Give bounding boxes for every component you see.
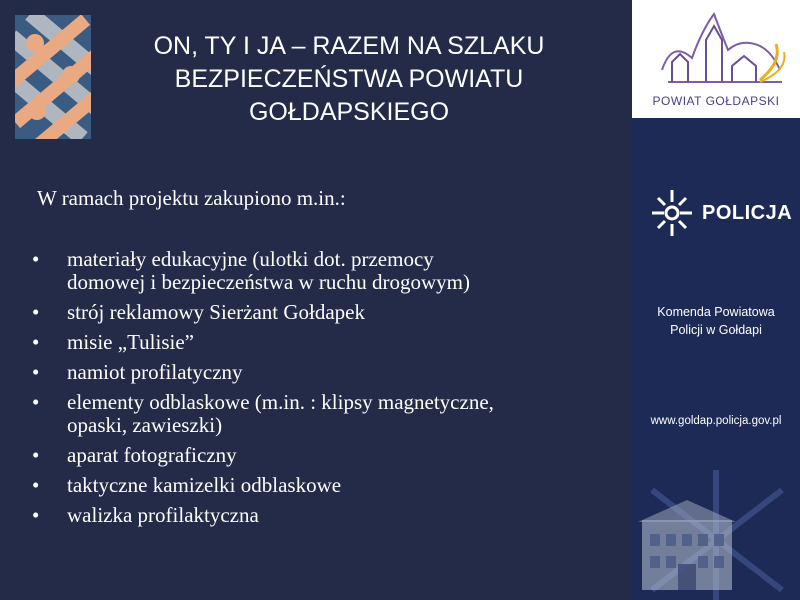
list-item-text-2: domowej i bezpieczeństwa w ruchu drogowym) [67,270,470,294]
bullet: • [32,300,40,324]
komenda-text [632,303,800,339]
bullet: • [32,360,40,384]
bullet: • [32,443,40,467]
powiat-coat-icon [632,0,800,95]
list-item [30,474,615,497]
list-item-text-1: strój reklamowy Sierżant Gołdapek [67,300,365,324]
purchased-items-list [30,248,615,534]
list-item [30,331,615,354]
list-item [30,301,615,324]
bullet: • [32,390,40,414]
bullet: • [32,473,40,497]
list-item-text-1: materiały edukacyjne (ulotki dot. przemocy [67,247,434,271]
list-item [30,444,615,467]
police-website-url: www.goldap.policja.gov.pl [650,415,782,427]
police-building-photo [632,460,800,600]
komenda-line-1: Komenda Powiatowa [657,305,775,319]
project-logo-icon [15,15,91,139]
bullet: • [32,330,40,354]
powiat-logo-panel [632,0,800,118]
powiat-logo-text: POWIAT GOŁDAPSKI [652,94,780,108]
policja-label: POLICJA [702,202,793,224]
list-item-text-2: opaski, zawieszki) [67,413,223,437]
title-line-3: GOŁDAPSKIEGO [248,98,450,126]
title-line-2: BEZPIECZEŃSTWA POWIATU [174,65,524,93]
list-item-text-1: misie „Tulisie” [67,330,194,354]
police-sidebar [632,0,800,600]
title-line-1: ON, TY I JA – RAZEM NA SZLAKU [153,32,545,60]
policja-logo [650,188,793,238]
list-item-text-1: namiot profilatyczny [67,360,243,384]
list-item-text-1: elementy odblaskowe (m.in. : klipsy magnetyczne, [67,390,494,414]
list-item-text-1: taktyczne kamizelki odblaskowe [67,473,342,497]
list-item [30,248,615,294]
police-star-icon [650,188,694,238]
bullet: • [32,503,40,527]
page-title [104,30,594,129]
komenda-line-2: Policji w Gołdapi [670,323,762,337]
bullet: • [32,247,40,271]
list-item-text-1: aparat fotograficzny [67,443,237,467]
list-item [30,391,615,437]
intro-text: W ramach projektu zakupiono m.in.: [37,186,346,210]
list-item-text-1: walizka profilaktyczna [67,503,259,527]
list-item [30,361,615,384]
list-item [30,504,615,527]
